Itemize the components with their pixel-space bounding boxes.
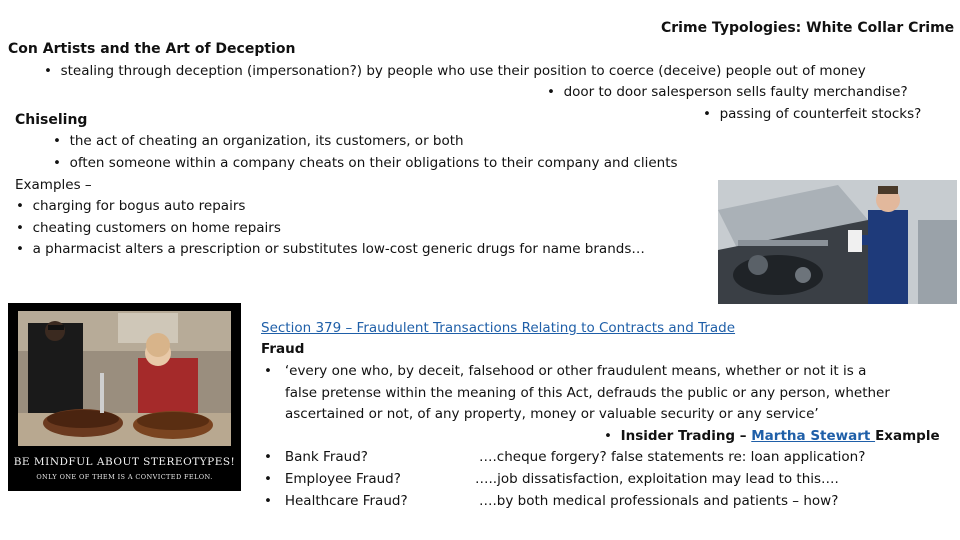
fraud-type-item — [264, 471, 401, 487]
chiseling-heading: Chiseling — [15, 112, 88, 128]
mechanic-illustration — [718, 180, 957, 304]
fraud-type: Employee Fraud? — [284, 471, 401, 487]
slide-title: Crime Typologies: White Collar Crime — [661, 20, 955, 36]
fraud-type-item — [264, 493, 408, 509]
bullet-marker: • — [44, 63, 52, 79]
fraud-note: …..job dissatisfaction, exploitation may lead to this…. — [475, 471, 839, 487]
quote-text: ‘every one who, by deceit, falsehood or other fraudulent means, whether or not it is a — [284, 363, 867, 379]
insider-trading-suffix: Example — [875, 428, 940, 444]
bullet-marker: • — [16, 220, 24, 236]
fraud-definition-line-2: false pretense within the meaning of this Act, defrauds the public or any person, whether — [285, 385, 890, 401]
fraud-definition-line-1 — [264, 363, 866, 379]
poster-illustration — [8, 303, 241, 453]
bullet-text: often someone within a company cheats on their obligations to their company and clients — [69, 155, 678, 171]
con-artists-heading: Con Artists and the Art of Deception — [8, 41, 296, 57]
chiseling-bullet-2 — [53, 155, 678, 171]
bullet-marker: • — [264, 449, 272, 465]
bullet-marker: • — [53, 155, 61, 171]
bullet-marker: • — [264, 493, 272, 509]
fraud-subheading: Fraud — [261, 341, 305, 357]
example-item — [16, 198, 245, 214]
bullet-text: a pharmacist alters a prescription or substitutes low-cost generic drugs for name brands… — [32, 241, 645, 257]
chiseling-bullet-1 — [53, 133, 464, 149]
fraud-type: Healthcare Fraud? — [284, 493, 408, 509]
poster-subcaption: ONLY ONE OF THEM IS A CONVICTED FELON. — [36, 473, 213, 481]
bullet-text: passing of counterfeit stocks? — [719, 106, 922, 122]
con-artists-bullet-1 — [44, 63, 866, 79]
bullet-text: charging for bogus auto repairs — [32, 198, 246, 214]
bullet-text: stealing through deception (impersonation?) by people who use their position to coerce (deceive) people out of money — [60, 63, 866, 79]
poster-caption: BE MINDFUL ABOUT STEREOTYPES! — [13, 456, 236, 468]
fraud-note: ….cheque forgery? false statements re: loan application? — [479, 449, 866, 465]
fraud-type: Bank Fraud? — [284, 449, 368, 465]
martha-stewart-link[interactable]: Martha Stewart — [751, 428, 876, 444]
con-artists-bullet-3 — [703, 106, 921, 122]
examples-heading: Examples – — [15, 177, 92, 193]
bullet-marker: • — [53, 133, 61, 149]
bullet-marker: • — [547, 84, 555, 100]
section-379-link[interactable]: Section 379 – Fraudulent Transactions Relating to Contracts and Trade — [261, 320, 736, 336]
stereotypes-poster — [8, 303, 241, 491]
insider-trading-label: Insider Trading – — [620, 428, 752, 444]
bullet-text: door to door salesperson sells faulty merchandise? — [563, 84, 908, 100]
mechanic-photo — [718, 180, 957, 304]
example-item — [16, 220, 281, 236]
bullet-marker: • — [604, 428, 612, 444]
fraud-type-item — [264, 449, 368, 465]
fraud-note: ….by both medical professionals and patients – how? — [479, 493, 839, 509]
example-item — [16, 241, 645, 257]
fraud-definition-line-3: ascertained or not, of any property, money or valuable security or any service’ — [285, 406, 819, 422]
bullet-marker: • — [16, 198, 24, 214]
bullet-marker: • — [264, 471, 272, 487]
bullet-marker: • — [264, 363, 272, 379]
con-artists-bullet-2 — [547, 84, 908, 100]
bullet-text: cheating customers on home repairs — [32, 220, 281, 236]
insider-trading-bullet — [604, 428, 940, 444]
bullet-marker: • — [16, 241, 24, 257]
bullet-text: the act of cheating an organization, its customers, or both — [69, 133, 464, 149]
bullet-marker: • — [703, 106, 711, 122]
